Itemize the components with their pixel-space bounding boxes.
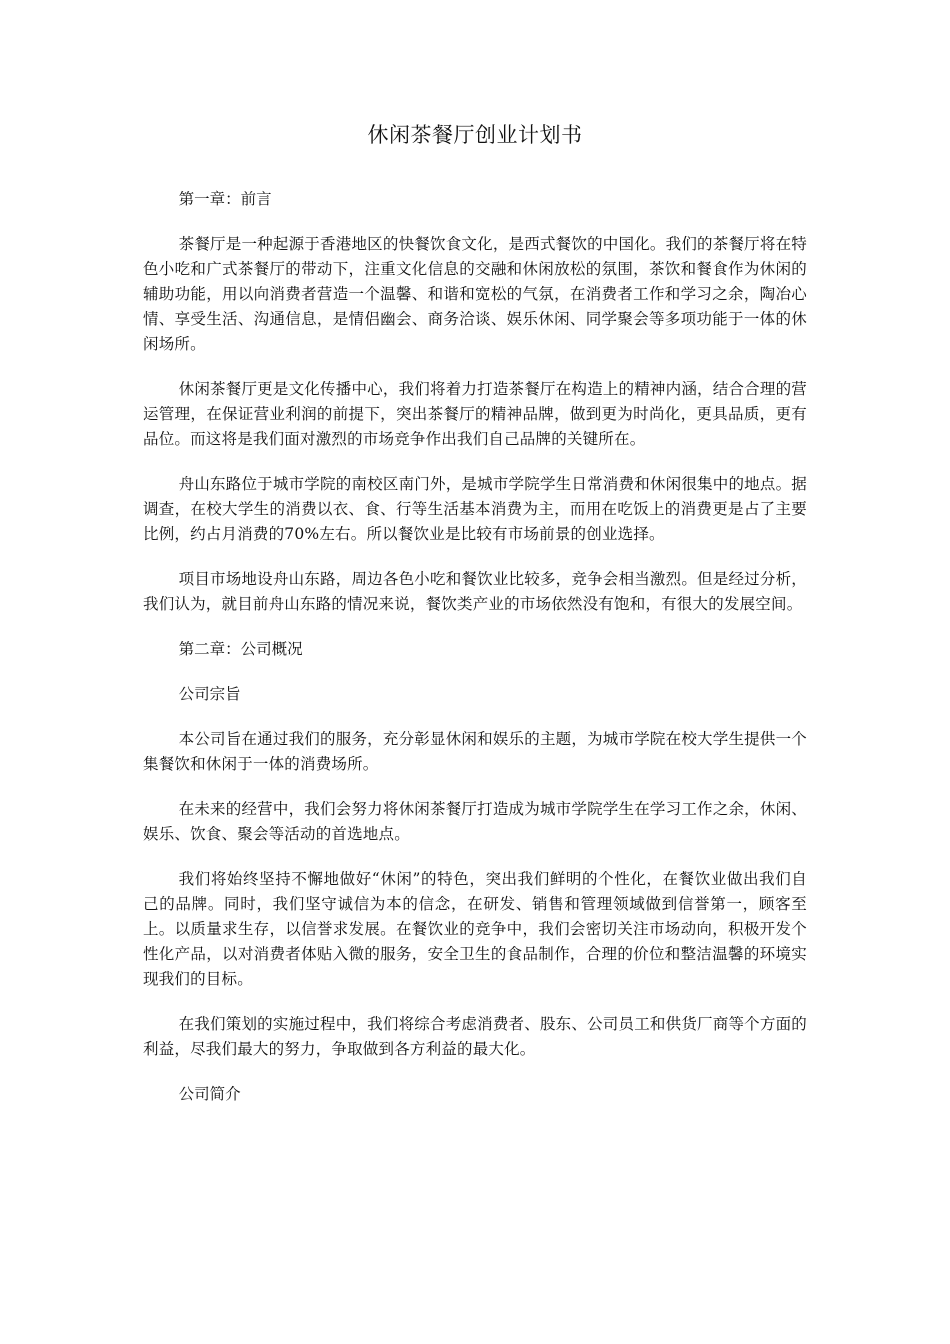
paragraph: 在我们策划的实施过程中，我们将综合考虑消费者、股东、公司员工和供货厂商等个方面的利益，尽我们最大的努力，争取做到各方利益的最大化。 bbox=[143, 1015, 807, 1058]
paragraph: 舟山东路位于城市学院的南校区南门外，是城市学院学生日常消费和休闲很集中的地点。据调查，在校大学生的消费以衣、食、行等生活基本消费为主，而用在吃饭上的消费更是占了主要比例，约占月消费的70%左右。所以餐饮业是比较有市场前景的创业选择。 bbox=[143, 475, 807, 543]
paragraph: 休闲茶餐厅更是文化传播中心，我们将着力打造茶餐厅在构造上的精神内涵，结合合理的营运管理，在保证营业利润的前提下，突出茶餐厅的精神品牌，做到更为时尚化，更具品质，更有品位。而这将是我们面对激烈的市场竞争作出我们自己品牌的关键所在。 bbox=[143, 380, 807, 448]
paragraph: 茶餐厅是一种起源于香港地区的快餐饮食文化，是西式餐饮的中国化。我们的茶餐厅将在特色小吃和广式茶餐厅的带动下，注重文化信息的交融和休闲放松的氛围，茶饮和餐食作为休闲的辅助功能，用以向消费者营造一个温馨、和谐和宽松的气氛，在消费者工作和学习之余，陶冶心情、享受生活、沟通信息，是情侣幽会、商务洽谈、娱乐休闲、同学聚会等多项功能于一体的休闲场所。 bbox=[143, 235, 807, 353]
document-body bbox=[143, 187, 807, 1107]
chapter-heading: 第一章：前言 bbox=[178, 190, 272, 208]
paragraph: 项目市场地设舟山东路，周边各色小吃和餐饮业比较多，竞争会相当激烈。但是经过分析，我们认为，就目前舟山东路的情况来说，餐饮类产业的市场依然没有饱和，有很大的发展空间。 bbox=[143, 570, 807, 613]
chapter-heading: 第二章：公司概况 bbox=[178, 640, 303, 658]
paragraph: 我们将始终坚持不懈地做好“休闲”的特色，突出我们鲜明的个性化，在餐饮业做出我们自己的品牌。同时，我们坚守诚信为本的信念，在研发、销售和管理领域做到信誉第一，顾客至上。以质量求生存，以信誉求发展。在餐饮业的竞争中，我们会密切关注市场动向，积极开发个性化产品，以对消费者体贴入微的服务，安全卫生的食品制作，合理的价位和整洁温馨的环境实现我们的目标。 bbox=[143, 870, 807, 988]
section-heading: 公司宗旨 bbox=[178, 685, 241, 703]
section-heading: 公司简介 bbox=[178, 1085, 241, 1103]
paragraph: 在未来的经营中，我们会努力将休闲茶餐厅打造成为城市学院学生在学习工作之余，休闲、娱乐、饮食、聚会等活动的首选地点。 bbox=[143, 800, 807, 843]
paragraph: 本公司旨在通过我们的服务，充分彰显休闲和娱乐的主题，为城市学院在校大学生提供一个集餐饮和休闲于一体的消费场所。 bbox=[143, 730, 807, 773]
document-title: 休闲茶餐厅创业计划书 bbox=[367, 123, 583, 147]
